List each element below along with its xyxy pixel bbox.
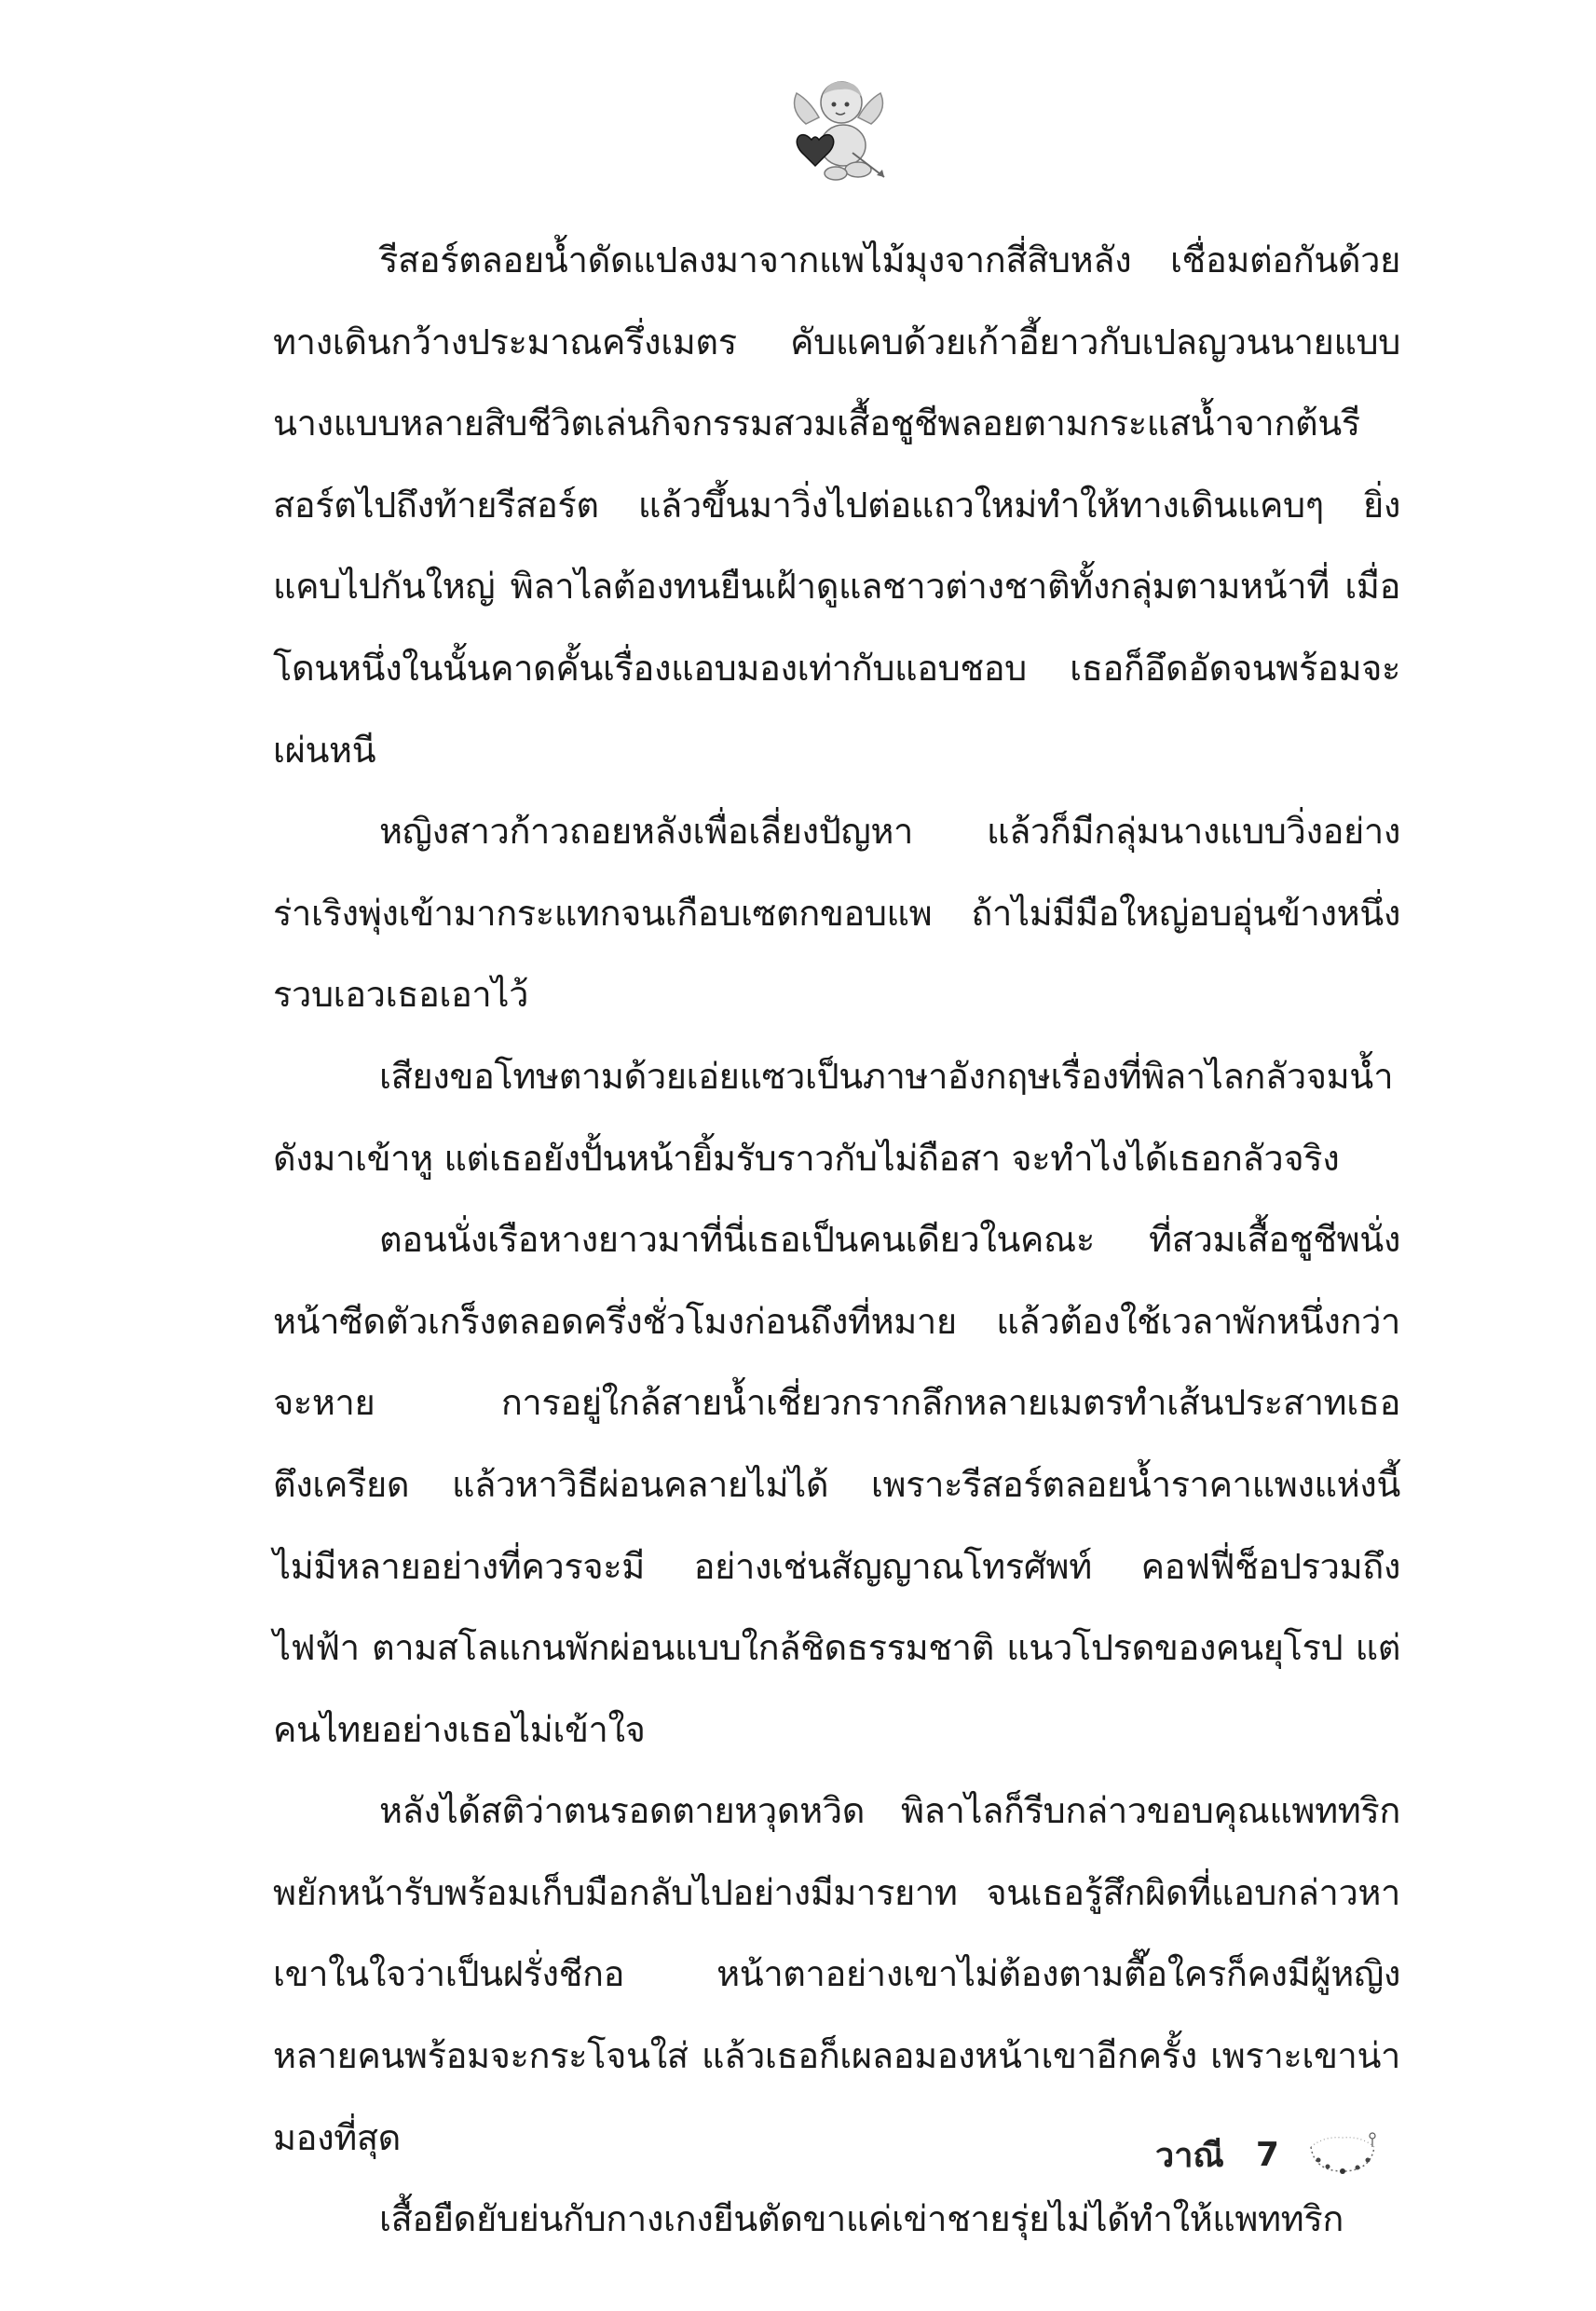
- page-body: [273, 220, 1400, 2261]
- paragraph: ตอนนั่งเรือหางยาวมาที่นี่เธอเป็นคนเดียวในคณะ ที่สวมเสื้อชูชีพนั่งหน้าซีดตัวเกร็งตลอดครึ่งชั่วโมงก่อนถึงที่หมาย แล้วต้องใช้เวลาพักหนึ่งกว่าจะหาย การอยู่ใกล้สายน้ำเชี่ยวกรากลึกหลายเมตรทำเส้นประสาทเธอตึงเครียด แล้วหาวิธีผ่อนคลายไม่ได้ เพราะรีสอร์ตลอยน้ำราคาแพงแห่งนี้ ไม่มีหลายอย่างที่ควรจะมี อย่างเช่นสัญญาณโทรศัพท์ คอฟฟี่ช็อปรวมถึงไฟฟ้า ตามสโลแกนพักผ่อนแบบใกล้ชิดธรรมชาติ แนวโปรดของคนยุโรป แต่คนไทยอย่างเธอไม่เข้าใจ: [273, 1219, 1400, 1750]
- paragraph: เสียงขอโทษตามด้วยเอ่ยแซวเป็นภาษาอังกฤษเรื่องที่พิลาไลกลัวจมน้ำดังมาเข้าหู แต่เธอยังปั้นหน้ายิ้มรับราวกับไม่ถือสา จะทำไงได้เธอกลัวจริง: [273, 1055, 1394, 1179]
- page-footer: [1155, 2126, 1435, 2182]
- paragraph: หญิงสาวก้าวถอยหลังเพื่อเลี่ยงปัญหา แล้วก็มีกลุ่มนางแบบวิ่งอย่างร่าเริงพุ่งเข้ามากระแทกจนเกือบเซตกขอบแพ ถ้าไม่มีมือใหญ่อบอุ่นข้างหนึ่งรวบเอวเธอเอาไว้: [273, 811, 1400, 1016]
- paragraph: เสื้อยืดยับย่นกับกางเกงยีนตัดขาแค่เข่าชายรุ่ยไม่ได้ทำให้แพททริก: [379, 2198, 1344, 2240]
- bead-bracelet-icon: [1305, 2128, 1382, 2181]
- paragraph: หลังได้สติว่าตนรอดตายหวุดหวิด พิลาไลก็รีบกล่าวขอบคุณแพททริกพยักหน้ารับพร้อมเก็บมือกลับไปอย่างมีมารยาท จนเธอรู้สึกผิดที่แอบกล่าวหาเขาในใจว่าเป็นฝรั่งชีกอ หน้าตาอย่างเขาไม่ต้องตามตื๊อใครก็คงมีผู้หญิงหลายคนพร้อมจะกระโจนใส่ แล้วเธอก็เผลอมองหน้าเขาอีกครั้ง เพราะเขาน่ามองที่สุด: [273, 1790, 1400, 2158]
- page-number: 7: [1255, 2135, 1279, 2174]
- paragraph: รีสอร์ตลอยน้ำดัดแปลงมาจากแพไม้มุงจากสี่สิบหลัง เชื่อมต่อกันด้วยทางเดินกว้างประมาณครึ่งเมตร คับแคบด้วยเก้าอี้ยาวกับเปลญวนนายแบบนางแบบหลายสิบชีวิตเล่นกิจกรรมสวมเสื้อชูชีพลอยตามกระแสน้ำจากต้นรีสอร์ตไปถึงท้ายรีสอร์ต แล้วขึ้นมาวิ่งไปต่อแถวใหม่ทำให้ทางเดินแคบๆ ยิ่งแคบไปกันใหญ่ พิลาไลต้องทนยืนเฝ้าดูแลชาวต่างชาติทั้งกลุ่มตามหน้าที่ เมื่อโดนหนึ่งในนั้นคาดคั้นเรื่องแอบมองเท่ากับแอบชอบ เธอก็อึดอัดจนพร้อมจะเผ่นหนี: [273, 239, 1400, 771]
- running-title: วาณี: [1155, 2136, 1224, 2175]
- cupid-with-heart-icon: [787, 73, 890, 185]
